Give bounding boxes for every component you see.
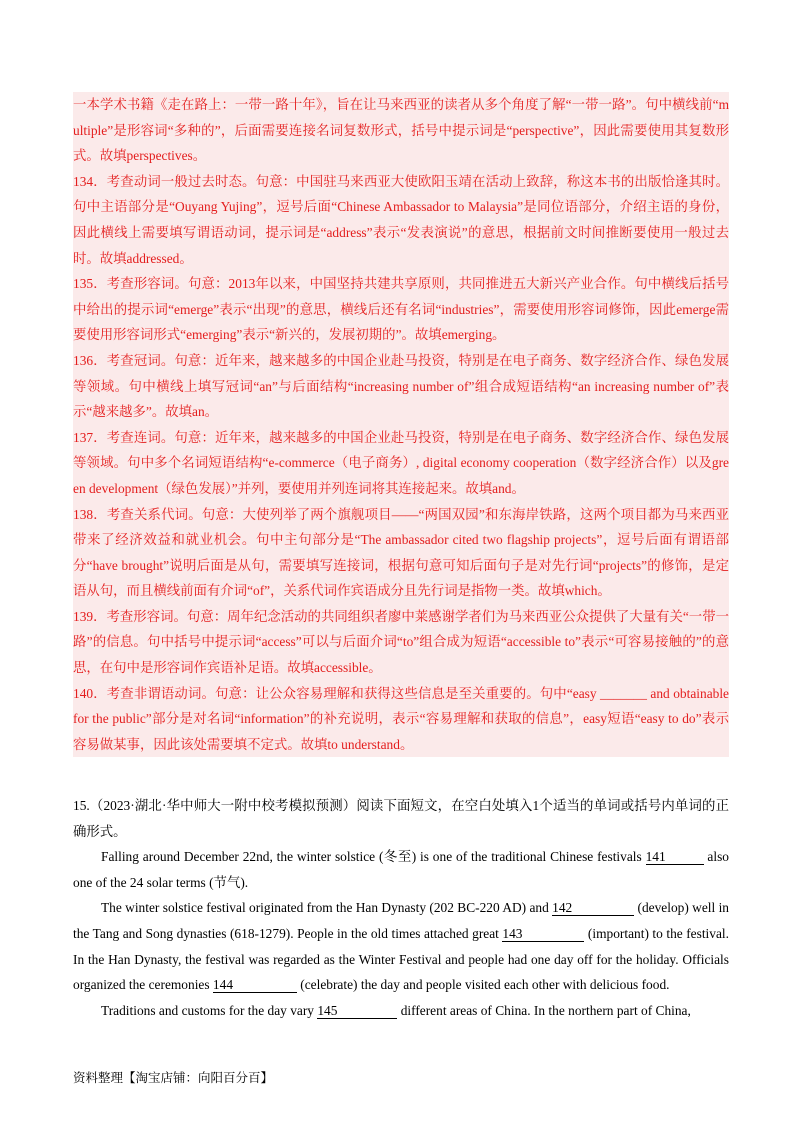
passage-text: different areas of China. In the northern part of China,	[397, 1002, 691, 1018]
answer-133-tail: 一本学术书籍《走在路上：一带一路十年》，旨在让马来西亚的读者从多个角度了解“一带一路”。句中横线前“multiple”是形容词“多种的”，后面需要连接名词复数形式，括号中提示词是“perspective”，因此需要使用其复数形式。故填perspectives。	[73, 97, 729, 164]
answer-137: 137．考查连词。句意：近年来，越来越多的中国企业赴马投资，特别是在电子商务、数字经济合作、绿色发展等领域。句中多个名词短语结构“e-commerce（电子商务）, digital economy cooperation（数字经济合作）以及green development（绿色发展）”并列，要使用并列连词将其连接起来。故填and。	[73, 429, 729, 496]
answer-139: 139．考查形容词。句意：周年纪念活动的共同组织者廖中莱感谢学者们为马来西亚公众提供了大量有关“一带一路”的信息。句中括号中提示词“access”可以与后面介词“to”组合成为短语“accessible to”表示“可容易接触的”的意思，在句中是形容词作宾语补足语。故填accessible。	[73, 608, 729, 676]
blank-145: 145	[317, 1003, 397, 1019]
blank-144: 144	[213, 977, 297, 993]
passage-paragraph-1	[73, 844, 729, 895]
passage-text: Falling around December 22nd, the winter solstice (冬至) is one of the traditional Chinese festivals	[101, 849, 646, 865]
question-15	[73, 793, 729, 1023]
blank-142: 142	[552, 900, 634, 916]
answer-134: 134．考查动词一般过去时态。句意：中国驻马来西亚大使欧阳玉靖在活动上致辞，称这本书的出版恰逢其时。句中主语部分是“Ouyang Yujing”，逗号后面“Chinese Ambassador to Malaysia”是同位语部分，介绍主语的身份，因此横线上需要填写谓语动词，提示词是“address”表示“发表演说”的意思，根据前文时间推断要使用一般过去时。故填addressed。	[73, 173, 729, 266]
blank-141: 141	[646, 849, 704, 865]
passage-paragraph-2	[73, 895, 729, 997]
passage-text: also one of the 24 solar terms (节气).	[73, 849, 730, 890]
page-footer: 资料整理【淘宝店铺：向阳百分百】	[73, 1070, 274, 1085]
passage-text: (celebrate) the day and people visited each other with delicious food.	[296, 977, 670, 993]
passage-text: (develop) well in the Tang and Song dynasties (618-1279). People in the old times attached great	[73, 900, 729, 941]
answer-140: 140．考查非谓语动词。句意：让公众容易理解和获得这些信息是至关重要的。句中“easy _______ and obtainable for the public”部分是对名词“information”的补充说明，表示“容易理解和获取的信息”，easy短语“easy to do”表示容易做某事，因此该处需要填不定式。故填to understand。	[73, 685, 729, 752]
passage-text: (important) to the festival. In the Han Dynasty, the festival was regarded as the Winter Festival and people had one day off for the holiday. Officials organized the ceremonies	[73, 925, 729, 993]
question-header: 15.（2023·湖北·华中师大一附中校考模拟预测）阅读下面短文，在空白处填入1个适当的单词或括号内单词的正确形式。	[73, 798, 729, 839]
answer-136: 136．考查冠词。句意：近年来，越来越多的中国企业赴马投资，特别是在电子商务、数字经济合作、绿色发展等领域。句中横线上填写冠词“an”与后面结构“increasing number of”组合成短语结构“an increasing number of”表示“越来越多”。故填an。	[73, 352, 729, 420]
answer-explanations	[73, 92, 729, 757]
passage-text: Traditions and customs for the day vary	[101, 1002, 318, 1018]
answer-135: 135．考查形容词。句意：2013年以来，中国坚持共建共享原则，共同推进五大新兴产业合作。句中横线后括号中给出的提示词“emerge”表示“出现”的意思，横线后还有名词“industries”，需要使用形容词修饰，因此emerge需要使用形容词形式“emerging”表示“新兴的，发展初期的”。故填emerging。	[73, 276, 729, 343]
answer-138: 138．考查关系代词。句意：大使列举了两个旗舰项目——“两国双园”和东海岸铁路，这两个项目都为马来西亚带来了经济效益和就业机会。句中主句部分是“The ambassador cited two flagship projects”，逗号后面有谓语部分“have brought”说明后面是从句，需要填写连接词，根据句意可知后面句子是对先行词“projects”的修饰，是定语从句，而且横线前面有介词“of”，关系代词作宾语成分且先行词是指物一类。故填which。	[73, 506, 729, 599]
passage-paragraph-3	[73, 998, 729, 1024]
passage-text: The winter solstice festival originated from the Han Dynasty (202 BC-220 AD) and	[101, 900, 553, 916]
blank-143: 143	[502, 926, 584, 942]
